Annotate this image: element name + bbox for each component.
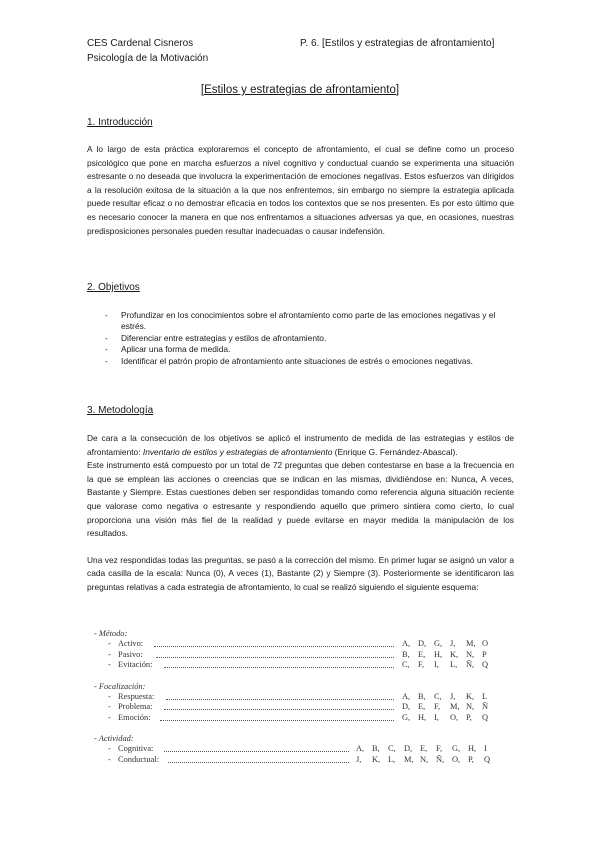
section-heading-objectives: 2. Objetivos xyxy=(87,282,140,293)
row-label: Emoción: xyxy=(118,712,151,722)
row-dash: - xyxy=(108,712,111,722)
letter: I, xyxy=(434,660,439,669)
section-heading-intro: 1. Introducción xyxy=(87,117,153,128)
method-paragraph-1 xyxy=(87,432,514,459)
row-label: Evitación: xyxy=(118,660,153,669)
letter: A, xyxy=(402,691,411,701)
leader-dots xyxy=(154,638,394,647)
section-heading-method: 3. Metodología xyxy=(87,405,154,416)
letter: E, xyxy=(420,744,428,753)
method-paragraph-2: Este instrumento está compuesto por un total de 72 preguntas que deben contestarse en base a la frecuencia en la que se emplean las acciones o creencias que se indican en las mismas, dividiéndose en: Nunca, A veces, Bastante y Siempre. Estas cuestiones deben ser respondidas tomando como referencia alguna situación reciente que valorase como negativa o estresante y respondiendo aquello que primero sintiera como cierto, lo cual proporciona una visión más fiel de la realidad y puede evitarse en mayor medida la manipulación de los resultados. xyxy=(87,460,514,539)
letter: Q xyxy=(482,660,489,669)
list-item: - Diferenciar entre estrategias y estilos de afrontamiento. xyxy=(87,333,514,344)
letter: P xyxy=(482,649,487,659)
letter: J, xyxy=(450,691,456,701)
scheme-group-label: - Método: xyxy=(94,629,128,638)
letter: H, xyxy=(468,744,477,753)
letter: F, xyxy=(434,702,441,711)
letter: N, xyxy=(466,702,475,711)
row-letters xyxy=(402,660,498,671)
inventory-name: Inventario de estilos y estrategias de afrontamiento xyxy=(142,446,333,457)
leader-dots xyxy=(156,649,394,658)
intro-paragraph: A lo largo de esta práctica exploraremos el concepto de afrontamiento, el cual se define como un proceso psicológico que pone en marcha esfuerzos a nivel cognitivo y conductual cuando se experimenta una situación estresante o no deseada que involucra la experimentación de emociones negativas. Estos esfuerzos van dirigidos a la resolución exitosa de la situación a la que nos enfrentemos, sin embargo no siempre la estrategia aplicada puede resultar eficaz o no demostrar eficacia en todos los contextos que se nos presenten. Es por esto último que es necesario conocer la manera en que nos enfrentamos a situaciones adversas ya que, en ocasiones, nuestras predisposiciones personales pueden resultar inadecuadas o causar indefensión. xyxy=(87,144,514,236)
leader-dots xyxy=(160,712,394,721)
document-title: [Estilos y estrategias de afrontamiento] xyxy=(200,84,400,96)
letter: N, xyxy=(420,754,429,764)
row-dash: - xyxy=(108,660,111,669)
row-letters xyxy=(402,713,498,724)
letter: G, xyxy=(434,639,443,648)
row-label: Activo: xyxy=(118,639,144,648)
row-label: Cognitiva: xyxy=(118,744,154,753)
method-paragraph-3: Una vez respondidas todas las preguntas, se pasó a la corrección del mismo. En primer lugar se asignó un valor a cada casilla de la escala: Nunca (0), A veces (1), Bastante (2) y Siempre (3). Posteriormente se identificaron las preguntas relativas a cada estrategia de afrontamiento, lo cual se realizó siguiendo el siguiente esquema: xyxy=(87,554,514,592)
letter: Ñ, xyxy=(466,660,475,669)
letter: E, xyxy=(418,702,426,711)
letter: D, xyxy=(404,744,413,753)
letter: O, xyxy=(452,754,461,764)
inventory-author: (Enrique G. Fernández-Abascal). xyxy=(332,446,458,457)
page-header-ref: P. 6. [Estilos y estrategias de afrontamiento] xyxy=(300,38,495,49)
letter: C, xyxy=(388,744,396,753)
letter: L, xyxy=(450,660,458,669)
list-item: - Aplicar una forma de medida. xyxy=(87,344,514,355)
row-letters xyxy=(402,639,498,650)
letter: M, xyxy=(404,754,414,764)
method-text xyxy=(87,432,514,595)
letter: B, xyxy=(372,744,380,753)
letter: H, xyxy=(434,649,443,659)
letter: G, xyxy=(452,744,461,753)
letter: A, xyxy=(402,639,411,648)
objectives-list xyxy=(87,310,514,367)
letter: Ñ, xyxy=(436,754,445,764)
letter: I, xyxy=(434,712,439,722)
letter: K, xyxy=(372,754,381,764)
letter: Q xyxy=(484,754,491,764)
row-label: Respuesta: xyxy=(118,691,155,701)
subject-name: Psicología de la Motivación xyxy=(87,53,209,64)
row-label: Pasivo: xyxy=(118,649,143,659)
scheme-row xyxy=(94,660,514,671)
letter: C, xyxy=(402,660,410,669)
letter: F, xyxy=(418,660,425,669)
letter: P, xyxy=(468,754,474,764)
row-label: Problema: xyxy=(118,702,153,711)
row-dash: - xyxy=(108,649,111,659)
letter: I xyxy=(484,744,487,753)
row-letters xyxy=(356,744,500,755)
letter: E, xyxy=(418,649,426,659)
scheme-row xyxy=(94,755,514,766)
row-label: Conductual: xyxy=(118,754,159,764)
row-dash: - xyxy=(108,744,111,753)
leader-dots xyxy=(168,754,349,763)
letter: D, xyxy=(418,639,427,648)
letter: P, xyxy=(466,712,472,722)
letter: A, xyxy=(356,744,365,753)
scheme-group-label: - Focalización: xyxy=(94,681,146,691)
institution-name: CES Cardenal Cisneros xyxy=(87,38,194,49)
scheme-group-label: - Actividad: xyxy=(94,734,134,743)
row-letters xyxy=(402,650,498,661)
leader-dots xyxy=(164,701,394,710)
letter: M, xyxy=(450,702,460,711)
letter: N, xyxy=(466,649,475,659)
letter: G, xyxy=(402,712,411,722)
method-p1-text: De cara a la consecución de los objetivos se aplicó el instrumento de medida de las estrategias y estilos de afrontamiento: xyxy=(87,433,514,457)
letter: J, xyxy=(450,639,456,648)
list-item: - Identificar el patrón propio de afrontamiento ante situaciones de estrés o emociones negativas. xyxy=(87,356,514,367)
letter: K, xyxy=(466,691,475,701)
row-letters xyxy=(402,692,498,703)
row-dash: - xyxy=(108,691,111,701)
row-dash: - xyxy=(108,702,111,711)
row-letters xyxy=(356,755,500,766)
list-item: - Profundizar en los conocimientos sobre el afrontamiento como parte de las emociones negativas y el estrés. xyxy=(87,310,514,333)
letter: J, xyxy=(356,754,362,764)
letter: O xyxy=(482,639,489,648)
letter: L xyxy=(482,691,488,701)
letter: K, xyxy=(450,649,459,659)
letter: B, xyxy=(418,691,426,701)
letter: C, xyxy=(434,691,442,701)
scheme-row xyxy=(94,713,514,724)
letter: Q xyxy=(482,712,489,722)
leader-dots xyxy=(164,659,394,668)
leader-dots xyxy=(164,743,349,752)
letter: F, xyxy=(436,744,443,753)
page-header-left xyxy=(87,36,208,66)
letter: M, xyxy=(466,639,476,648)
letter: L, xyxy=(388,754,396,764)
scoring-scheme xyxy=(94,628,514,765)
leader-dots xyxy=(166,691,394,700)
row-dash: - xyxy=(108,639,111,648)
row-dash: - xyxy=(108,754,111,764)
letter: H, xyxy=(418,712,427,722)
letter: Ñ xyxy=(482,702,489,711)
letter: O, xyxy=(450,712,459,722)
letter: D, xyxy=(402,702,411,711)
letter: B, xyxy=(402,649,410,659)
row-letters xyxy=(402,702,498,713)
